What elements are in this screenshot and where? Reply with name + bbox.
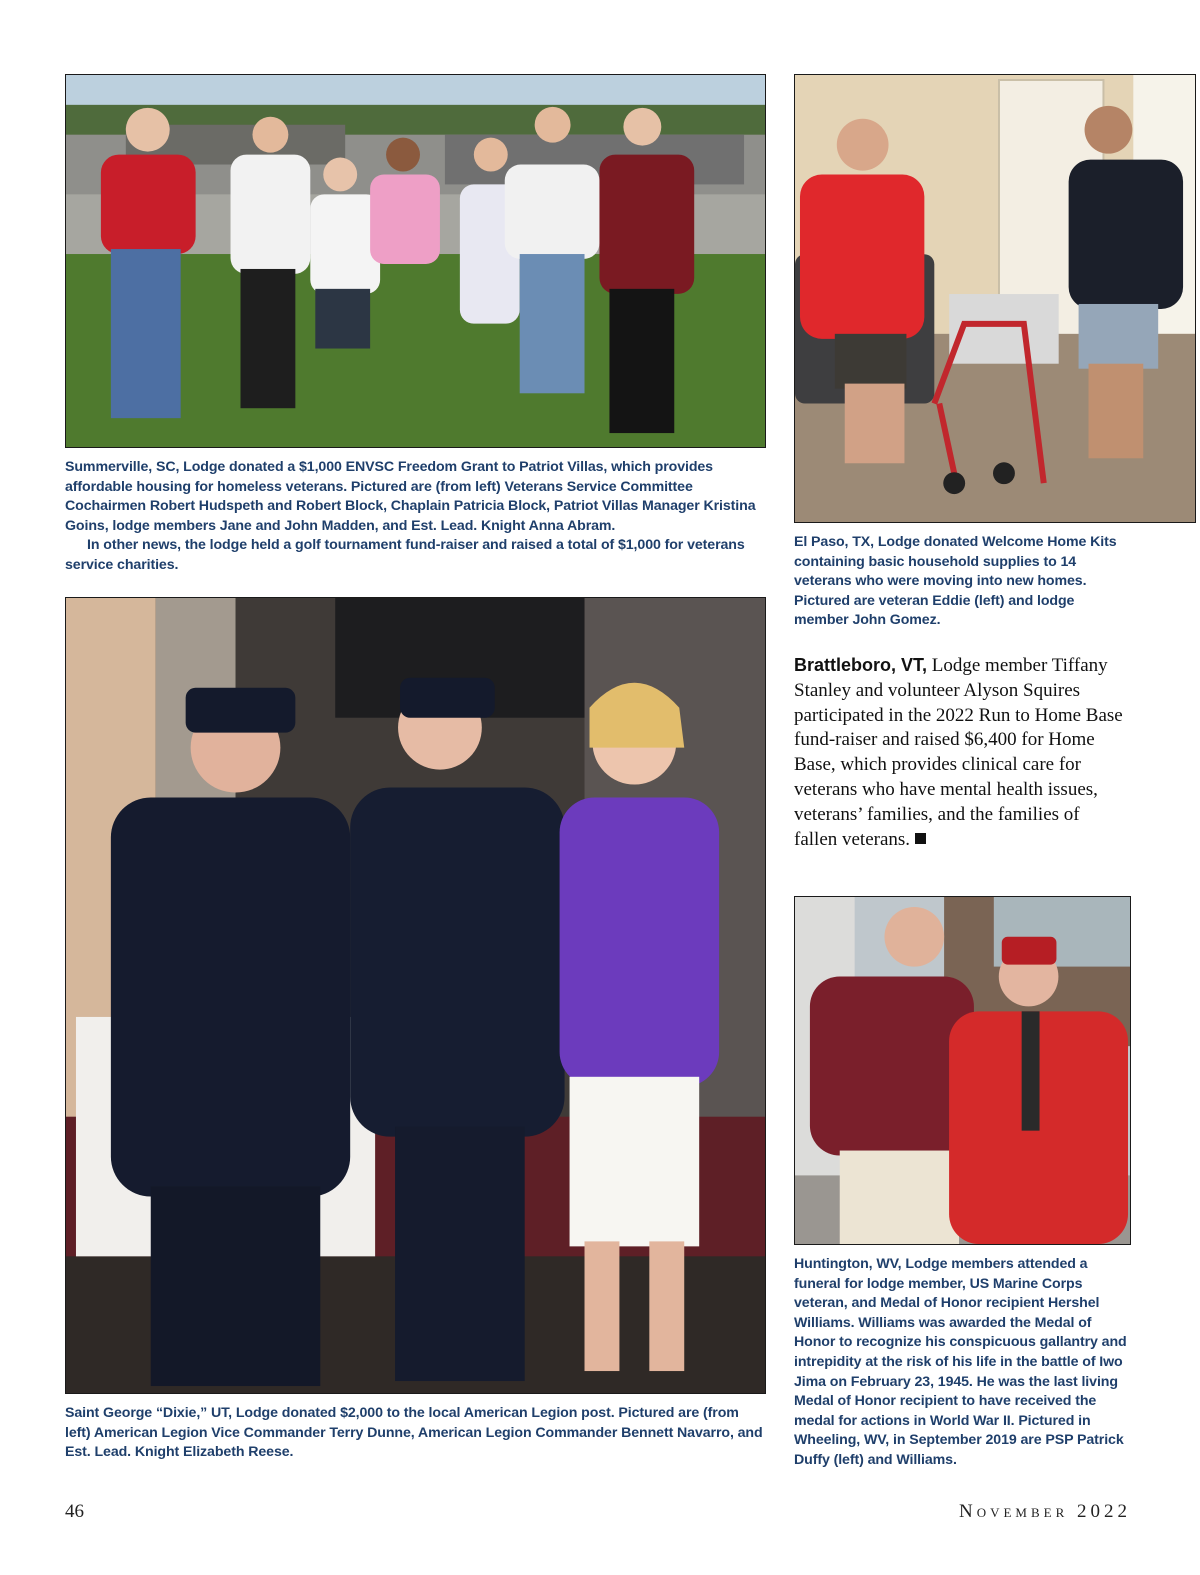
summerville-photo — [65, 74, 766, 448]
saintgeorge-caption — [65, 1404, 767, 1463]
saintgeorge-photo — [65, 597, 766, 1394]
summerville-caption — [65, 458, 767, 576]
huntington-photo — [794, 896, 1131, 1245]
end-of-article-mark — [915, 833, 926, 844]
elpaso-photo-image — [795, 75, 1195, 522]
issue-date: November 2022 — [958, 1501, 1131, 1522]
summerville-photo-image — [66, 75, 765, 447]
summerville-caption-text-2: In other news, the lodge held a golf tournament fund-raiser and raised a total of $1,000 for veterans service charities. — [65, 537, 745, 573]
brattleboro-text: Lodge member Tiffany Stanley and volunteer Alyson Squires participated in the 2022 Run to Home Base fund-raiser and raised $6,400 for Home Base, which provides clinical care for veterans who have mental health issues, veterans’ families, and the families of fallen veterans. — [794, 655, 1123, 850]
saintgeorge-location: Saint George “Dixie,” UT, — [65, 1405, 233, 1421]
saintgeorge-caption-text: Lodge donated $2,000 to the local American Legion post. Pictured are (from left) American Legion Vice Commander Terry Dunne, American Legion Commander Bennett Navarro, and Est. Lead. Knight Elizabeth Reese. — [65, 1405, 763, 1461]
elpaso-location: El Paso, TX, — [794, 534, 875, 550]
brattleboro-location: Brattleboro, VT, — [794, 655, 928, 675]
huntington-photo-image — [795, 897, 1130, 1244]
summerville-location: Summerville, SC, — [65, 459, 180, 475]
elpaso-photo — [794, 74, 1196, 523]
brattleboro-article — [794, 653, 1126, 852]
saintgeorge-photo-image — [66, 598, 765, 1393]
huntington-caption-text: Lodge members attended a funeral for lodge member, US Marine Corps veteran, and Medal of Honor recipient Hershel Williams. Williams was awarded the Medal of Honor to recognize his conspicuous gallantry and intrepidity at the risk of his life in the battle of Iwo Jima on February 23, 1945. He was the last living Medal of Honor recipient to have received the medal for actions in World War II. Pictured in Wheeling, WV, in September 2019 are PSP Patrick Duffy (left) and Williams. — [794, 1256, 1127, 1468]
page-number: 46 — [65, 1501, 84, 1522]
elpaso-caption-text: Lodge donated Welcome Home Kits containing basic household supplies to 14 veterans who were moving into new homes. Pictured are veteran Eddie (left) and lodge member John Gomez. — [794, 534, 1117, 629]
huntington-location: Huntington, WV, — [794, 1256, 902, 1272]
elpaso-caption — [794, 533, 1126, 631]
summerville-caption-text: Lodge donated a $1,000 ENVSC Freedom Grant to Patriot Villas, which provides affordable housing for homeless veterans. Pictured are (from left) Veterans Service Committee Cochairmen Robert Hudspeth and Robert Block, Chaplain Patricia Block, Patriot Villas Manager Kristina Goins, lodge members Jane and John Madden, and Est. Lead. Knight Anna Abram. — [65, 459, 756, 534]
huntington-caption — [794, 1255, 1130, 1471]
